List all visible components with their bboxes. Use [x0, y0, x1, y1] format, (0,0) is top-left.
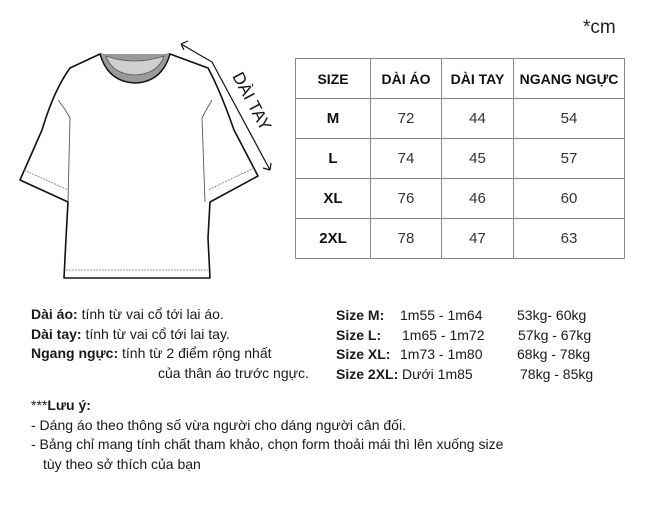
cell-size: XL [296, 179, 371, 219]
cell-body-length: 72 [371, 99, 442, 139]
cell-body-length: 74 [371, 139, 442, 179]
notes-title-text: Lưu ý: [47, 397, 91, 413]
notes-section [31, 396, 503, 474]
sleeve-length-label: DÀI TAY [228, 68, 275, 134]
cell-sleeve-length: 46 [442, 179, 514, 219]
definition-text: tính từ 2 điểm rộng nhất [118, 345, 272, 361]
table-row [296, 219, 625, 259]
definition-term: Dài tay: [31, 325, 82, 342]
size-table [295, 58, 625, 259]
size-label: Size XL: [336, 346, 391, 362]
definition-continuation: của thân áo trước ngực. [158, 364, 309, 381]
cell-size: 2XL [296, 219, 371, 259]
weight-range: 68kg - 78kg [517, 346, 591, 362]
height-range: 1m73 - 1m80 [400, 346, 483, 362]
cell-chest-width: 54 [514, 99, 625, 139]
size-label: Size 2XL: [336, 365, 399, 382]
table-header-row [296, 59, 625, 99]
measurement-definitions [31, 305, 309, 383]
note-continuation: tùy theo sở thích của bạn [43, 455, 201, 472]
tshirt-outline [20, 54, 258, 278]
header-size: SIZE [296, 59, 371, 99]
header-body-length: DÀI ÁO [371, 59, 442, 99]
note-item: - Dáng áo theo thông số vừa người cho dáng người cân đối. [31, 416, 406, 433]
height-range: Dưới 1m85 [402, 365, 473, 382]
cell-size: M [296, 99, 371, 139]
definition-term: Ngang ngực: [31, 345, 119, 361]
cell-size: L [296, 139, 371, 179]
cell-chest-width: 57 [514, 139, 625, 179]
notes-title [31, 396, 503, 416]
cell-chest-width: 63 [514, 219, 625, 259]
size-label: Size L: [336, 326, 382, 343]
weight-range: 53kg- 60kg [517, 307, 587, 323]
definition-item [31, 325, 309, 345]
tshirt-illustration [0, 30, 290, 290]
table-row [296, 179, 625, 219]
table-row [296, 99, 625, 139]
height-range: 1m65 - 1m72 [402, 326, 485, 343]
cell-chest-width: 60 [514, 179, 625, 219]
definition-term: Dài áo: [31, 306, 78, 322]
definition-item [31, 305, 309, 325]
definition-text: tính từ vai cổ tới lai áo. [77, 306, 224, 322]
header-chest-width: NGANG NGỰC [514, 59, 625, 99]
weight-range: 78kg - 85kg [520, 365, 594, 382]
cell-body-length: 76 [371, 179, 442, 219]
cell-sleeve-length: 45 [442, 139, 514, 179]
header-sleeve-length: DÀI TAY [442, 59, 514, 99]
unit-label: *cm [583, 17, 616, 38]
notes-title-prefix: *** [31, 397, 48, 413]
size-label: Size M: [336, 307, 385, 323]
cell-sleeve-length: 44 [442, 99, 514, 139]
cell-body-length: 78 [371, 219, 442, 259]
cell-sleeve-length: 47 [442, 219, 514, 259]
definition-item [31, 344, 309, 364]
height-range: 1m55 - 1m64 [400, 307, 483, 323]
weight-range: 57kg - 67kg [518, 326, 592, 343]
note-item: - Bảng chỉ mang tính chất tham khảo, chọn form thoải mái thì lên xuống size [31, 436, 504, 452]
definition-text: tính từ vai cổ tới lai tay. [81, 325, 230, 342]
table-row [296, 139, 625, 179]
